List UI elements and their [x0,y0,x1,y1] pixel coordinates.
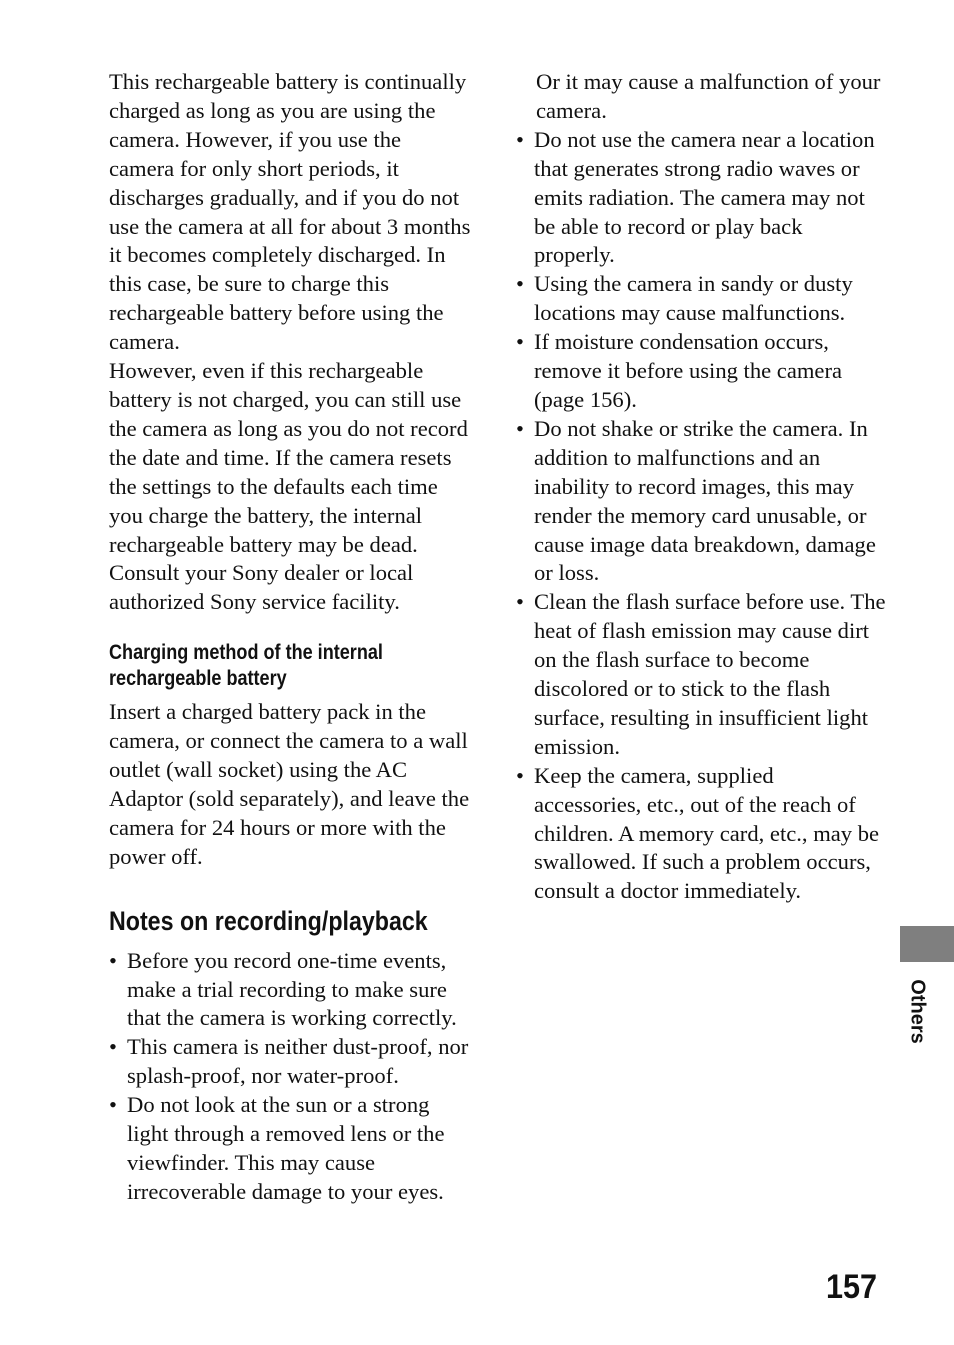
continuation-text: Or it may cause a malfunction of your camera. [536,69,881,123]
list-item [109,1091,471,1207]
paragraph-battery-dead: However, even if this rechargeable battery is not charged, you can still use the camera as long as you do not record the date and time. If the camera resets the settings to the defaults each time you charge the battery, the internal rechargeable battery may be dead. Consult your Sony dealer or local authorized Sony service facility. [109,358,468,615]
list-item-text: Do not look at the sun or a strong light through a removed lens or the viewfinder. This may cause irrecoverable damage to your eyes. [127,1092,445,1204]
bullet-icon: • [109,947,117,973]
bullet-icon: • [516,126,524,152]
section-heading-recording-playback: Notes on recording/playback [109,905,428,936]
list-item [109,947,471,1034]
paragraph-battery-charge: This rechargeable battery is continually charged as long as you are using the camera. However, if you use the camera for only short periods, it discharges gradually, and if you do not use the camera at all for about 3 months it becomes completely discharged. In this case, be sure to charge this rechargeable battery before using the camera. [109,69,471,355]
list-item-text: Clean the flash surface before use. The heat of flash emission may cause dirt on the flash surface to become discolored or to stick to the flash surface, resulting in insufficient light emission. [534,589,886,759]
bullet-icon: • [109,1034,117,1060]
page-number: 157 [826,1268,878,1306]
notes-list-right [516,126,886,906]
bullet-icon: • [516,329,524,355]
bullet-icon: • [516,271,524,297]
section-tab-label: Others [906,979,929,1044]
list-item [516,415,886,588]
bullet-icon: • [516,589,524,615]
list-item-text: Using the camera in sandy or dusty locations may cause malfunctions. [534,271,853,326]
bullet-icon: • [516,762,524,788]
paragraph-charging-method: Insert a charged battery pack in the camera, or connect the camera to a wall outlet (wall socket) using the AC Adaptor (sold separately), and leave the camera for 24 hours or more with the power off. [109,699,470,869]
list-item [516,270,886,328]
list-item-text: Keep the camera, supplied accessories, etc., out of the reach of children. A memory card, etc., may be swallowed. If such a problem occurs, consult a doctor immediately. [534,762,880,904]
bullet-icon: • [516,415,524,441]
list-item [109,1033,471,1091]
list-item [516,588,886,761]
notes-list-left [109,947,471,1207]
list-item-text: This camera is neither dust-proof, nor splash-proof, nor water-proof. [127,1034,469,1089]
list-item-text: Before you record one-time events, make a trial recording to make sure that the camera is working correctly. [127,947,457,1031]
list-item [516,126,886,271]
list-item-text: Do not shake or strike the camera. In addition to malfunctions and an inability to record images, this may render the memory card unusable, or cause image data breakdown, damage or loss. [534,415,876,586]
right-column [516,68,886,906]
list-item-text: Do not use the camera near a location that generates strong radio waves or emits radiation. The camera may not be able to record or play back properly. [534,126,875,268]
subheading-charging-method: Charging method of the internal rechargeable battery [109,641,383,691]
list-item [516,328,886,415]
bullet-icon: • [109,1092,117,1118]
left-column [109,68,471,1207]
list-item [516,762,886,907]
list-item-text: If moisture condensation occurs, remove it before using the camera (page 156). [534,329,843,412]
section-tab-marker [900,926,954,962]
